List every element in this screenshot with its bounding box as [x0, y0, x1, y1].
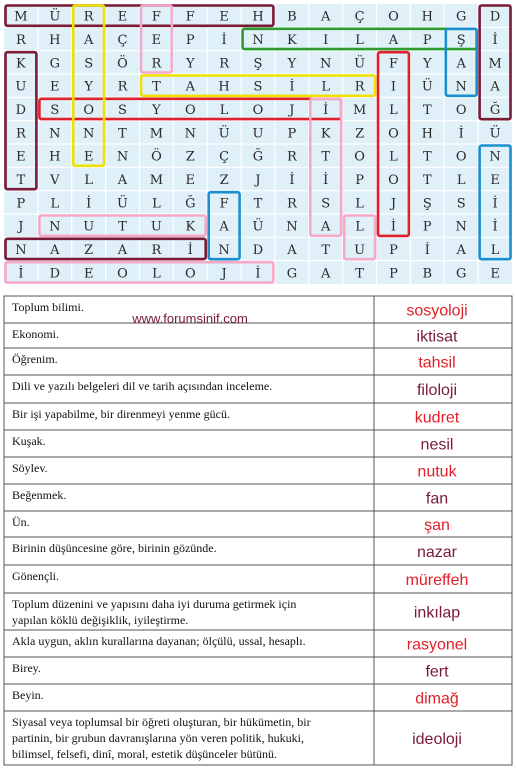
grid-letter: O	[184, 103, 196, 118]
grid-letter: İ	[492, 196, 498, 212]
grid-letter: F	[388, 56, 399, 72]
grid-letter: A	[117, 243, 128, 258]
grid-letter: E	[117, 9, 128, 25]
grid-letter: Y	[287, 56, 297, 72]
grid-letter: P	[185, 33, 195, 48]
grid-letter: U	[83, 219, 95, 235]
clue-text: Toplum düzenini ve yapısını daha iyi duruma getirmek için	[12, 597, 297, 611]
grid-letter: K	[16, 56, 26, 72]
table-row	[12, 407, 460, 427]
grid-letter: S	[118, 103, 127, 118]
grid-letter: N	[455, 79, 467, 95]
grid-row	[18, 264, 500, 281]
grid-letter: A	[456, 243, 466, 258]
answer-text: kudret	[414, 409, 460, 427]
clue-text: partinin, bir grubun davranışlarına yön veren politik, hukuki,	[12, 731, 304, 745]
grid-letter: F	[219, 196, 229, 212]
grid-letter: N	[116, 149, 129, 165]
answer-text: fert	[425, 663, 449, 681]
grid-letter: S	[50, 103, 60, 118]
grid-letter: O	[455, 149, 467, 165]
answer-text: nazar	[416, 544, 458, 561]
grid-letter: İ	[492, 219, 498, 235]
clue-text: Gönençli.	[12, 569, 59, 583]
grid-letter: N	[218, 243, 230, 258]
grid-letter: U	[150, 219, 162, 235]
grid-letter: H	[218, 79, 230, 95]
grid-letter: A	[117, 173, 128, 188]
grid-letter: F	[185, 9, 195, 25]
grid-letter: Ğ	[185, 196, 196, 212]
grid-letter: S	[84, 56, 94, 72]
grid-letter: A	[219, 219, 229, 235]
grid-letter: H	[252, 9, 264, 25]
grid-letter: G	[49, 56, 60, 72]
grid-letter: R	[151, 243, 162, 258]
grid-letter: B	[422, 266, 433, 282]
grid-letter: Ş	[422, 196, 432, 212]
grid-letter: D	[15, 103, 27, 118]
grid-letter: İ	[255, 266, 261, 282]
grid-letter: L	[50, 196, 60, 212]
grid-letter: N	[455, 219, 467, 235]
grid-letter: N	[489, 149, 501, 165]
grid-letter: M	[149, 173, 164, 188]
grid-letter: A	[287, 243, 297, 258]
table-row	[12, 569, 468, 589]
grid-letter: N	[49, 219, 61, 235]
grid-letter: J	[390, 196, 397, 212]
grid-letter: L	[389, 103, 398, 118]
grid-letter: H	[49, 33, 61, 48]
grid-row	[16, 148, 501, 165]
grid-letter: L	[355, 219, 364, 235]
grid-letter: S	[456, 196, 466, 212]
grid-letter: T	[321, 243, 331, 258]
table-row	[12, 515, 450, 534]
table-row	[12, 597, 460, 627]
grid-letter: Ö	[117, 56, 128, 72]
grid-letter: O	[252, 103, 264, 118]
grid-letter: L	[389, 149, 398, 165]
grid-letter: O	[184, 266, 196, 282]
grid-letter: N	[286, 219, 298, 235]
table-row	[12, 688, 459, 708]
clue-text: Bir işi yapabilme, bir direnmeyi yenme gücü.	[12, 407, 230, 421]
grid-letter: H	[421, 9, 433, 25]
clue-text: Dili ve yazılı belgeleri dil ve tarih açısından inceleme.	[12, 379, 273, 393]
grid-letter: Ü	[49, 9, 61, 25]
answer-text: ideoloji	[412, 731, 462, 748]
grid-row	[17, 194, 498, 211]
grid-letter: T	[253, 196, 263, 212]
grid-letter: İ	[289, 79, 295, 95]
grid-letter: T	[118, 126, 127, 142]
grid-letter: E	[50, 79, 60, 95]
grid-letter: N	[320, 56, 332, 72]
table-row	[12, 352, 456, 372]
clue-text: Beğenmek.	[12, 488, 67, 502]
grid-letter: İ	[86, 196, 92, 212]
grid-letter: P	[16, 196, 26, 212]
grid-letter: Ğ	[252, 149, 264, 165]
grid-letter: Y	[186, 56, 195, 72]
grid-letter: O	[388, 126, 399, 142]
table-row	[12, 488, 448, 508]
grid-letter: P	[422, 219, 432, 235]
clue-text: Toplum bilimi.	[12, 300, 84, 314]
grid-letter: J	[221, 266, 227, 282]
grid-letter: G	[456, 9, 467, 25]
grid-letter: U	[252, 126, 264, 142]
clue-table	[4, 296, 512, 765]
grid-letter: N	[83, 126, 95, 142]
clue-text: Kuşak.	[12, 434, 46, 448]
grid-letter: E	[219, 9, 229, 25]
grid-letter: A	[456, 56, 466, 72]
grid-letter: H	[421, 126, 433, 142]
grid-letter: U	[15, 79, 27, 95]
grid-letter: Ü	[218, 126, 230, 142]
grid-letter: T	[321, 149, 331, 165]
grid-letter: N	[49, 126, 61, 142]
grid-letter: Z	[185, 149, 195, 165]
grid-letter: Y	[423, 56, 432, 72]
grid-letter: İ	[187, 243, 193, 258]
grid-letter: R	[287, 149, 297, 165]
grid-letter: M	[149, 126, 164, 142]
grid-letter: Ü	[354, 56, 366, 72]
grid-letter: A	[185, 79, 195, 95]
grid-letter: Ü	[421, 79, 433, 95]
answer-text: filoloji	[416, 382, 458, 399]
grid-letter: İ	[424, 243, 430, 258]
grid-letter: R	[83, 9, 94, 25]
grid-letter: E	[151, 33, 162, 48]
grid-letter: E	[185, 173, 196, 188]
grid-letter: T	[355, 266, 364, 282]
grid-letter: R	[151, 56, 162, 72]
grid-letter: G	[286, 266, 298, 282]
table-row	[12, 715, 462, 761]
grid-letter: O	[83, 103, 95, 118]
grid-letter: Ç	[219, 149, 230, 165]
answer-text: nesil	[420, 436, 454, 454]
clue-text: Öğrenim.	[12, 352, 58, 366]
grid-letter: I	[390, 79, 397, 95]
answer-text: müreffeh	[405, 572, 469, 589]
grid-letter: M	[14, 9, 28, 25]
grid-letter: P	[389, 266, 398, 282]
grid-row	[16, 124, 501, 141]
grid-letter: K	[320, 126, 331, 142]
grid-letter: A	[321, 266, 331, 282]
grid-letter: E	[490, 266, 500, 282]
answer-text: fan	[425, 490, 449, 508]
grid-letter: Ş	[253, 56, 263, 72]
grid-letter: İ	[323, 103, 329, 118]
grid-letter: R	[354, 79, 365, 95]
answer-text: nutuk	[417, 463, 457, 481]
grid-letter: L	[152, 196, 161, 212]
answer-text: rasyonel	[406, 636, 468, 654]
site-url: www.forumsinif.com	[132, 311, 248, 326]
clue-text: Beyin.	[12, 688, 44, 702]
grid-letter: R	[16, 126, 26, 142]
grid-letter: K	[287, 33, 297, 48]
grid-letter: A	[490, 79, 500, 95]
grid-letter: J	[289, 103, 295, 118]
grid-row	[17, 171, 500, 188]
grid-letter: İ	[458, 126, 464, 142]
grid-letter: T	[422, 173, 432, 188]
grid-letter: O	[388, 9, 399, 25]
table-row	[12, 461, 458, 481]
grid-letter: Ü	[489, 126, 501, 142]
grid-letter: J	[255, 173, 261, 188]
grid-letter: L	[355, 33, 364, 48]
grid-row	[15, 241, 500, 258]
grid-letter: Z	[84, 243, 94, 258]
grid-letter: D	[252, 243, 264, 258]
grid-letter: P	[287, 126, 297, 142]
grid-letter: L	[456, 173, 466, 188]
grid-row	[16, 218, 497, 235]
grid-letter: P	[422, 33, 432, 48]
grid-letter: İ	[289, 173, 295, 188]
grid-letter: O	[455, 103, 467, 118]
grid-letter: U	[354, 243, 366, 258]
grid-letter: A	[388, 33, 399, 48]
grid-letter: L	[355, 196, 364, 212]
grid-row	[16, 101, 501, 118]
grid-letter: İ	[492, 33, 498, 48]
grid-letter: J	[18, 219, 24, 235]
grid-letter: F	[151, 9, 161, 25]
clue-text: yapılan köklü değişiklik, iyileştirme.	[12, 613, 189, 627]
grid-row	[16, 31, 498, 48]
clue-text: Söylev.	[12, 461, 48, 475]
grid-letter: İ	[323, 173, 329, 188]
grid-letter: İ	[390, 219, 397, 235]
grid-letter: Y	[152, 103, 161, 118]
grid-letter: E	[83, 149, 94, 165]
grid-letter: Ü	[252, 219, 264, 235]
grid-letter: Ğ	[489, 103, 501, 118]
grid-letter: E	[16, 149, 26, 165]
table-row	[12, 434, 453, 454]
grid-letter: R	[16, 33, 26, 48]
grid-letter: N	[252, 33, 264, 48]
grid-letter: M	[352, 103, 367, 118]
grid-letter: A	[50, 243, 60, 258]
grid-letter: L	[490, 243, 500, 258]
grid-letter: A	[84, 33, 94, 48]
table-row	[12, 661, 449, 681]
clue-text: Ekonomi.	[12, 327, 59, 341]
answer-text: inkılap	[413, 604, 461, 622]
grid-letter: M	[488, 56, 502, 72]
grid-letter: N	[184, 126, 196, 142]
grid-letter: G	[456, 266, 467, 282]
grid-letter: R	[117, 79, 128, 95]
table-row	[12, 634, 467, 654]
answer-text: dimağ	[415, 690, 459, 708]
grid-row	[14, 8, 500, 25]
grid-letter: E	[83, 266, 94, 282]
grid-letter: O	[117, 266, 128, 282]
grid-letter: O	[354, 149, 365, 165]
grid-letter: I	[323, 33, 329, 48]
clue-text: Ün.	[12, 515, 30, 529]
grid-letter: S	[321, 196, 331, 212]
grid-letter: P	[355, 173, 364, 188]
grid-letter: R	[287, 196, 297, 212]
grid-row	[16, 54, 502, 71]
table-row	[12, 541, 458, 561]
grid-letter: Ö	[151, 149, 162, 165]
grid-letter: N	[15, 243, 27, 258]
grid-letter: D	[489, 9, 501, 25]
grid-letter: İ	[18, 266, 24, 282]
grid-letter: Ü	[117, 196, 128, 212]
grid-letter: T	[422, 103, 432, 118]
grid-letter: H	[49, 149, 61, 165]
table-row	[12, 379, 457, 399]
answer-text: şan	[424, 517, 450, 534]
grid-letter: A	[321, 9, 331, 25]
grid-row	[15, 78, 500, 95]
grid-letter: D	[49, 266, 61, 282]
clue-text: Akla uygun, aklın kurallarına dayanan; ölçülü, ussal, hesaplı.	[12, 634, 306, 648]
grid-letter: Z	[355, 126, 365, 142]
answer-text: sosyoloji	[406, 302, 468, 320]
grid-letter: Ş	[456, 33, 466, 48]
answer-text: tahsil	[418, 354, 456, 372]
clue-text: Siyasal veya toplumsal bir öğreti oluşturan, bir hükümetin, bir	[12, 715, 311, 729]
grid-letter: L	[219, 103, 229, 118]
grid-letter: R	[219, 56, 229, 72]
clue-text: bilimsel, felsefi, dinî, moral, estetik düşünceler bütünü.	[12, 747, 277, 761]
answer-text: iktisat	[416, 328, 458, 346]
grid-letter: Ç	[117, 33, 128, 48]
grid-letter: L	[84, 173, 94, 188]
clue-text: Birey.	[12, 661, 41, 675]
table-row	[12, 327, 458, 346]
grid-letter: T	[16, 173, 26, 188]
grid-letter: İ	[221, 33, 227, 48]
grid-letter: L	[321, 79, 331, 95]
grid-letter: Y	[84, 79, 93, 95]
grid-letter: V	[50, 173, 60, 188]
grid-letter: B	[287, 9, 297, 25]
grid-letter: O	[388, 173, 399, 188]
grid-letter: Ç	[354, 9, 365, 25]
grid-letter: A	[321, 219, 331, 235]
grid-letter: L	[152, 266, 161, 282]
grid-letter: T	[118, 219, 127, 235]
grid-letter: Z	[219, 173, 229, 188]
grid-letter: P	[389, 243, 398, 258]
clue-text: Birinin düşüncesine göre, birinin gözünde.	[12, 541, 217, 555]
grid-letter: T	[152, 79, 161, 95]
grid-letter: T	[422, 149, 432, 165]
grid-letter: E	[490, 173, 500, 188]
grid-letter: S	[253, 79, 263, 95]
grid-letter: K	[185, 219, 196, 235]
